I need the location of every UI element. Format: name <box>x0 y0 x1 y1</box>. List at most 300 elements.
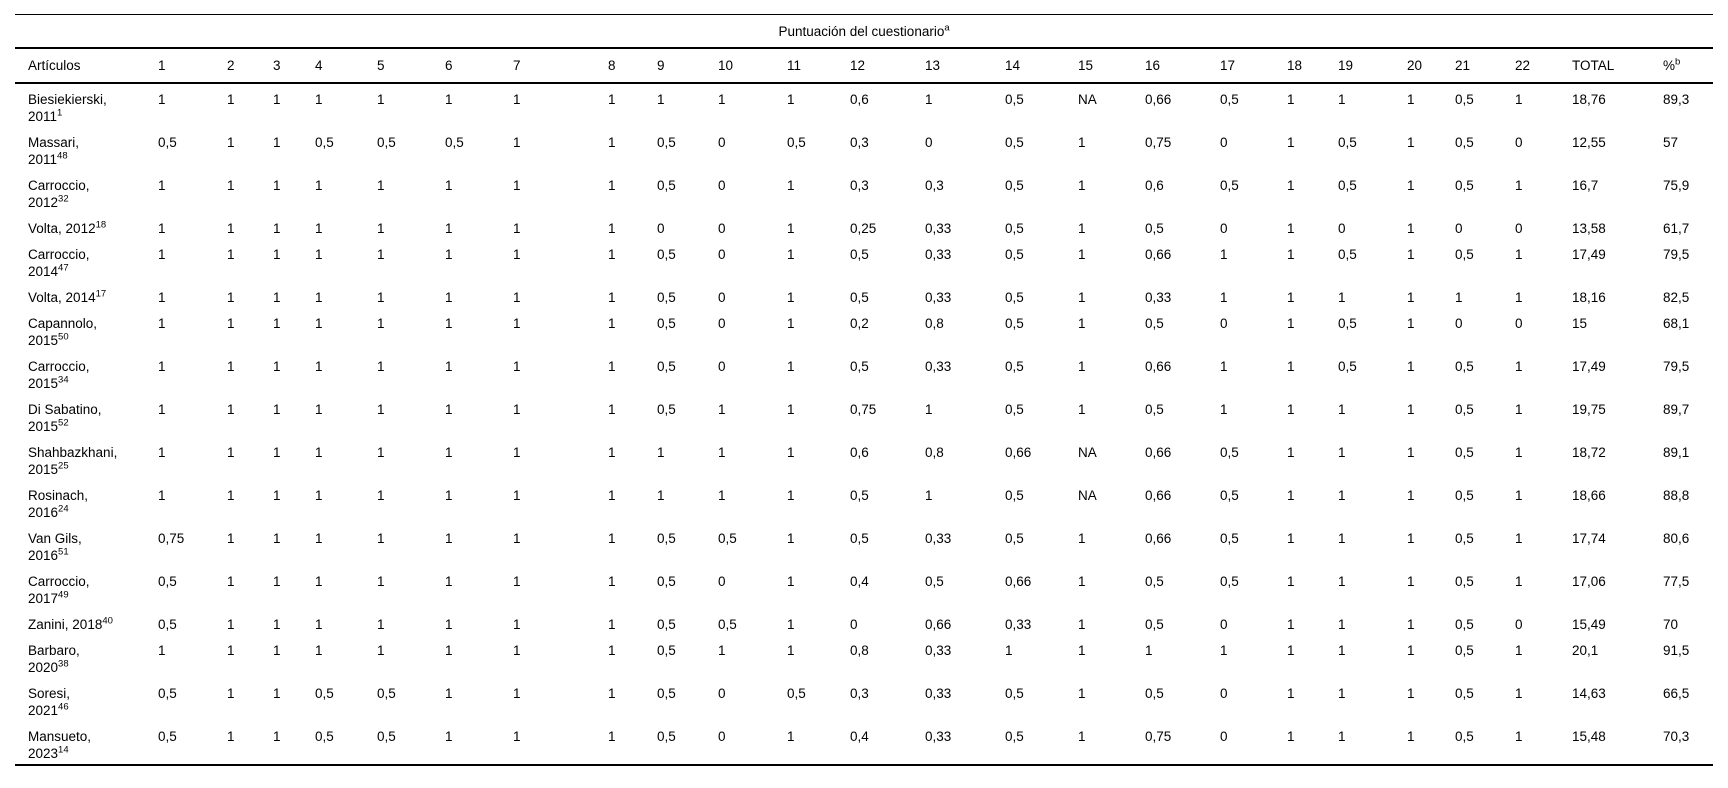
score-cell-item-16: 0,5 <box>1145 316 1164 331</box>
score-cell-item-15: 1 <box>1078 643 1086 658</box>
score-cell-item-20: 1 <box>1407 178 1415 193</box>
score-cell-item-19: 1 <box>1338 92 1346 107</box>
score-cell-item-2: 1 <box>227 290 235 305</box>
study-author: Zanini, <box>28 617 69 632</box>
study-row <box>15 609 1713 635</box>
score-cell-item-2: 1 <box>227 488 235 503</box>
percent-cell: 70,3 <box>1663 729 1690 744</box>
score-cell-item-21: 0,5 <box>1455 92 1474 107</box>
column-header-item-5: 5 <box>377 48 445 83</box>
score-cell-item-9: 0,5 <box>657 135 676 150</box>
study-citation <box>15 609 158 635</box>
score-cell-item-10: 0 <box>718 290 726 305</box>
score-cell-item-9: 0,5 <box>657 686 676 701</box>
column-header-item-6: 6 <box>445 48 513 83</box>
score-cell-item-10: 0 <box>718 729 726 744</box>
score-cell-item-21: 0 <box>1455 221 1463 236</box>
score-cell-item-14: 0,66 <box>1005 445 1032 460</box>
study-author: Van Gils, <box>28 531 82 546</box>
score-cell-item-12: 0,8 <box>850 643 869 658</box>
score-cell-item-3: 1 <box>273 92 281 107</box>
score-cell-item-9: 0,5 <box>657 402 676 417</box>
score-cell-item-16: 0,5 <box>1145 686 1164 701</box>
score-cell-item-7: 1 <box>513 247 521 262</box>
score-cell-item-1: 1 <box>158 445 166 460</box>
score-cell-item-19: 0,5 <box>1338 178 1357 193</box>
column-header-percent <box>1663 48 1713 83</box>
score-cell-item-8: 1 <box>608 290 616 305</box>
study-author: Carroccio, <box>28 359 90 374</box>
score-cell-item-17: 1 <box>1220 290 1228 305</box>
percent-cell: 88,8 <box>1663 488 1690 503</box>
score-cell-item-6: 0,5 <box>445 135 464 150</box>
total-cell: 18,16 <box>1572 290 1606 305</box>
score-cell-item-15: 1 <box>1078 316 1086 331</box>
score-cell-item-21: 0,5 <box>1455 574 1474 589</box>
study-citation <box>15 480 158 523</box>
score-cell-item-11: 0,5 <box>787 135 806 150</box>
score-cell-item-11: 1 <box>787 531 795 546</box>
score-cell-item-21: 0,5 <box>1455 402 1474 417</box>
study-year: 2012 <box>28 195 59 210</box>
score-cell-item-14: 0,5 <box>1005 247 1024 262</box>
score-cell-item-20: 1 <box>1407 92 1415 107</box>
score-cell-item-9: 1 <box>657 488 665 503</box>
column-header-item-9: 9 <box>657 48 718 83</box>
score-cell-item-4: 1 <box>315 359 323 374</box>
score-cell-item-9: 0,5 <box>657 178 676 193</box>
score-cell-item-4: 0,5 <box>315 729 334 744</box>
study-year: 2016 <box>28 505 59 520</box>
study-row <box>15 351 1713 394</box>
score-cell-item-21: 0,5 <box>1455 445 1474 460</box>
percent-cell: 68,1 <box>1663 316 1690 331</box>
score-cell-item-14: 0,5 <box>1005 359 1024 374</box>
study-citation <box>15 523 158 566</box>
score-cell-item-6: 1 <box>445 359 453 374</box>
score-cell-item-8: 1 <box>608 359 616 374</box>
reference-number: 25 <box>58 460 69 472</box>
score-cell-item-22: 0 <box>1515 316 1523 331</box>
score-cell-item-19: 0,5 <box>1338 247 1357 262</box>
score-cell-item-17: 1 <box>1220 643 1228 658</box>
score-cell-item-7: 1 <box>513 402 521 417</box>
study-year: 2012 <box>65 221 96 236</box>
score-cell-item-14: 0,33 <box>1005 617 1032 632</box>
score-cell-item-12: 0,4 <box>850 574 869 589</box>
column-header-item-20: 20 <box>1407 48 1455 83</box>
score-cell-item-19: 1 <box>1338 531 1346 546</box>
column-header-item-1: 1 <box>158 48 227 83</box>
study-author: Soresi, <box>28 686 71 701</box>
score-cell-item-3: 1 <box>273 359 281 374</box>
score-cell-item-8: 1 <box>608 574 616 589</box>
score-cell-item-17: 0,5 <box>1220 531 1239 546</box>
score-cell-item-19: 1 <box>1338 574 1346 589</box>
score-cell-item-9: 0,5 <box>657 617 676 632</box>
study-author: Mansueto, <box>28 729 92 744</box>
score-cell-item-10: 0,5 <box>718 531 737 546</box>
study-citation <box>15 127 158 170</box>
study-citation <box>15 351 158 394</box>
score-cell-item-22: 1 <box>1515 574 1523 589</box>
score-cell-item-2: 1 <box>227 686 235 701</box>
percent-cell: 82,5 <box>1663 290 1690 305</box>
score-cell-item-3: 1 <box>273 686 281 701</box>
score-cell-item-12: 0 <box>850 617 858 632</box>
study-citation <box>15 678 158 721</box>
score-cell-item-18: 1 <box>1287 178 1295 193</box>
score-cell-item-9: 0,5 <box>657 359 676 374</box>
study-citation <box>15 635 158 678</box>
score-cell-item-3: 1 <box>273 247 281 262</box>
score-cell-item-3: 1 <box>273 445 281 460</box>
score-cell-item-5: 0,5 <box>377 135 396 150</box>
percent-cell: 61,7 <box>1663 221 1690 236</box>
score-cell-item-18: 1 <box>1287 729 1295 744</box>
reference-number: 49 <box>58 589 69 601</box>
study-citation <box>15 721 158 765</box>
score-cell-item-22: 1 <box>1515 445 1523 460</box>
score-cell-item-16: 0,75 <box>1145 729 1172 744</box>
score-cell-item-15: 1 <box>1078 686 1086 701</box>
score-cell-item-21: 1 <box>1455 290 1463 305</box>
score-cell-item-10: 1 <box>718 402 726 417</box>
score-cell-item-22: 1 <box>1515 359 1523 374</box>
score-cell-item-18: 1 <box>1287 135 1295 150</box>
score-cell-item-6: 1 <box>445 92 453 107</box>
study-row <box>15 308 1713 351</box>
score-cell-item-19: 1 <box>1338 290 1346 305</box>
score-cell-item-9: 0,5 <box>657 531 676 546</box>
score-cell-item-17: 1 <box>1220 402 1228 417</box>
score-cell-item-5: 1 <box>377 574 385 589</box>
reference-number: 38 <box>58 658 69 670</box>
column-header-item-2: 2 <box>227 48 273 83</box>
score-cell-item-6: 1 <box>445 445 453 460</box>
score-cell-item-8: 1 <box>608 617 616 632</box>
table-title-row <box>15 15 1713 49</box>
score-cell-item-12: 0,3 <box>850 135 869 150</box>
score-cell-item-12: 0,5 <box>850 488 869 503</box>
score-cell-item-12: 0,3 <box>850 686 869 701</box>
score-cell-item-17: 0,5 <box>1220 574 1239 589</box>
score-cell-item-9: 1 <box>657 92 665 107</box>
total-cell: 17,06 <box>1572 574 1606 589</box>
score-cell-item-10: 0 <box>718 574 726 589</box>
score-cell-item-10: 0 <box>718 178 726 193</box>
score-cell-item-11: 1 <box>787 247 795 262</box>
score-cell-item-17: 0 <box>1220 316 1228 331</box>
score-cell-item-6: 1 <box>445 247 453 262</box>
percent-cell: 91,5 <box>1663 643 1690 658</box>
score-cell-item-5: 1 <box>377 92 385 107</box>
score-cell-item-1: 1 <box>158 290 166 305</box>
score-cell-item-7: 1 <box>513 316 521 331</box>
score-cell-item-13: 1 <box>925 488 933 503</box>
score-cell-item-5: 1 <box>377 617 385 632</box>
score-cell-item-21: 0,5 <box>1455 643 1474 658</box>
study-row <box>15 523 1713 566</box>
score-cell-item-15: 1 <box>1078 247 1086 262</box>
score-cell-item-19: 0 <box>1338 221 1346 236</box>
total-cell: 12,55 <box>1572 135 1606 150</box>
score-cell-item-21: 0,5 <box>1455 488 1474 503</box>
column-header-articles: Artículos <box>15 48 158 83</box>
score-cell-item-11: 1 <box>787 402 795 417</box>
score-cell-item-1: 1 <box>158 178 166 193</box>
score-cell-item-8: 1 <box>608 531 616 546</box>
score-cell-item-12: 0,5 <box>850 531 869 546</box>
score-cell-item-11: 1 <box>787 488 795 503</box>
score-cell-item-10: 1 <box>718 445 726 460</box>
study-row <box>15 282 1713 308</box>
reference-number: 48 <box>57 150 68 162</box>
score-cell-item-1: 0,75 <box>158 531 185 546</box>
score-cell-item-15: 1 <box>1078 402 1086 417</box>
score-cell-item-22: 1 <box>1515 178 1523 193</box>
score-cell-item-13: 0,5 <box>925 574 944 589</box>
score-cell-item-13: 0,33 <box>925 247 952 262</box>
score-cell-item-4: 1 <box>315 402 323 417</box>
score-cell-item-7: 1 <box>513 643 521 658</box>
percent-cell: 79,5 <box>1663 359 1690 374</box>
column-header-item-11: 11 <box>787 48 850 83</box>
score-cell-item-8: 1 <box>608 247 616 262</box>
score-cell-item-7: 1 <box>513 92 521 107</box>
score-cell-item-17: 0,5 <box>1220 488 1239 503</box>
study-row <box>15 678 1713 721</box>
score-cell-item-12: 0,5 <box>850 247 869 262</box>
score-cell-item-5: 1 <box>377 247 385 262</box>
score-cell-item-6: 1 <box>445 178 453 193</box>
score-cell-item-4: 1 <box>315 488 323 503</box>
score-cell-item-6: 1 <box>445 531 453 546</box>
score-cell-item-9: 0,5 <box>657 316 676 331</box>
score-cell-item-8: 1 <box>608 488 616 503</box>
score-cell-item-14: 1 <box>1005 643 1013 658</box>
score-cell-item-7: 1 <box>513 135 521 150</box>
reference-number: 18 <box>95 219 107 231</box>
reference-number: 51 <box>58 546 69 558</box>
score-cell-item-4: 1 <box>315 316 323 331</box>
score-cell-item-19: 1 <box>1338 643 1346 658</box>
score-cell-item-1: 0,5 <box>158 574 177 589</box>
score-cell-item-14: 0,5 <box>1005 729 1024 744</box>
column-header-item-22: 22 <box>1515 48 1572 83</box>
score-cell-item-22: 0 <box>1515 135 1523 150</box>
score-cell-item-22: 0 <box>1515 617 1523 632</box>
score-cell-item-20: 1 <box>1407 729 1415 744</box>
score-cell-item-4: 1 <box>315 247 323 262</box>
score-cell-item-16: 0,33 <box>1145 290 1172 305</box>
study-citation <box>15 282 158 308</box>
study-author: Capannolo, <box>28 316 98 331</box>
column-header-item-19: 19 <box>1338 48 1407 83</box>
percent-cell: 79,5 <box>1663 247 1690 262</box>
score-cell-item-8: 1 <box>608 643 616 658</box>
score-cell-item-10: 0 <box>718 686 726 701</box>
score-cell-item-4: 1 <box>315 178 323 193</box>
study-citation <box>15 213 158 239</box>
score-cell-item-19: 1 <box>1338 488 1346 503</box>
score-cell-item-5: 1 <box>377 359 385 374</box>
reference-number: 24 <box>58 503 69 515</box>
score-cell-item-1: 0,5 <box>158 617 177 632</box>
score-cell-item-17: 0 <box>1220 617 1228 632</box>
score-cell-item-2: 1 <box>227 729 235 744</box>
study-row <box>15 721 1713 765</box>
score-cell-item-20: 1 <box>1407 402 1415 417</box>
score-cell-item-13: 0,33 <box>925 729 952 744</box>
score-cell-item-18: 1 <box>1287 643 1295 658</box>
score-cell-item-4: 1 <box>315 92 323 107</box>
column-header-total: TOTAL <box>1572 48 1663 83</box>
score-cell-item-14: 0,5 <box>1005 221 1024 236</box>
score-cell-item-4: 1 <box>315 445 323 460</box>
score-cell-item-8: 1 <box>608 729 616 744</box>
study-row <box>15 566 1713 609</box>
score-cell-item-22: 1 <box>1515 531 1523 546</box>
score-cell-item-1: 0,5 <box>158 686 177 701</box>
score-cell-item-17: 1 <box>1220 359 1228 374</box>
score-cell-item-8: 1 <box>608 316 616 331</box>
score-cell-item-14: 0,5 <box>1005 402 1024 417</box>
score-cell-item-7: 1 <box>513 574 521 589</box>
score-cell-item-7: 1 <box>513 221 521 236</box>
score-cell-item-13: 0,8 <box>925 445 944 460</box>
score-cell-item-17: 1 <box>1220 247 1228 262</box>
score-cell-item-16: 0,66 <box>1145 92 1172 107</box>
score-cell-item-21: 0,5 <box>1455 617 1474 632</box>
study-author: Massari, <box>28 135 80 150</box>
score-cell-item-1: 1 <box>158 316 166 331</box>
study-author: Carroccio, <box>28 247 90 262</box>
score-cell-item-3: 1 <box>273 135 281 150</box>
study-year: 2011 <box>28 109 58 124</box>
score-cell-item-2: 1 <box>227 643 235 658</box>
study-row <box>15 239 1713 282</box>
score-cell-item-20: 1 <box>1407 316 1415 331</box>
score-cell-item-13: 0,8 <box>925 316 944 331</box>
score-cell-item-14: 0,66 <box>1005 574 1032 589</box>
score-cell-item-11: 1 <box>787 643 795 658</box>
score-cell-item-18: 1 <box>1287 359 1295 374</box>
score-cell-item-6: 1 <box>445 617 453 632</box>
total-cell: 18,76 <box>1572 92 1606 107</box>
score-cell-item-18: 1 <box>1287 290 1295 305</box>
study-citation <box>15 83 158 127</box>
score-cell-item-18: 1 <box>1287 402 1295 417</box>
score-cell-item-22: 1 <box>1515 643 1523 658</box>
score-cell-item-6: 1 <box>445 574 453 589</box>
reference-number: 52 <box>58 417 69 429</box>
score-cell-item-5: 1 <box>377 290 385 305</box>
score-cell-item-20: 1 <box>1407 135 1415 150</box>
column-header-item-3: 3 <box>273 48 315 83</box>
percent-cell: 66,5 <box>1663 686 1690 701</box>
study-row <box>15 213 1713 239</box>
total-cell: 15,49 <box>1572 617 1606 632</box>
score-cell-item-14: 0,5 <box>1005 488 1024 503</box>
score-cell-item-8: 1 <box>608 135 616 150</box>
score-cell-item-18: 1 <box>1287 92 1295 107</box>
column-header-item-8: 8 <box>608 48 657 83</box>
score-cell-item-2: 1 <box>227 574 235 589</box>
score-cell-item-10: 1 <box>718 92 726 107</box>
score-cell-item-4: 0,5 <box>315 135 334 150</box>
score-cell-item-7: 1 <box>513 488 521 503</box>
score-cell-item-2: 1 <box>227 247 235 262</box>
score-cell-item-9: 0,5 <box>657 290 676 305</box>
score-cell-item-10: 0 <box>718 247 726 262</box>
score-cell-item-13: 0,3 <box>925 178 944 193</box>
score-cell-item-11: 0,5 <box>787 686 806 701</box>
reference-number: 14 <box>58 744 69 756</box>
study-year: 2015 <box>28 333 59 348</box>
score-cell-item-4: 1 <box>315 531 323 546</box>
score-cell-item-12: 0,2 <box>850 316 869 331</box>
score-cell-item-2: 1 <box>227 316 235 331</box>
score-cell-item-11: 1 <box>787 221 795 236</box>
score-cell-item-18: 1 <box>1287 316 1295 331</box>
score-cell-item-19: 0,5 <box>1338 359 1357 374</box>
score-cell-item-21: 0,5 <box>1455 135 1474 150</box>
study-citation <box>15 566 158 609</box>
study-citation <box>15 308 158 351</box>
reference-number: 40 <box>102 615 113 627</box>
score-cell-item-6: 1 <box>445 402 453 417</box>
percent-cell: 80,6 <box>1663 531 1690 546</box>
score-cell-item-12: 0,6 <box>850 445 869 460</box>
score-cell-item-3: 1 <box>273 643 281 658</box>
study-year: 2015 <box>28 376 59 391</box>
score-cell-item-11: 1 <box>787 178 795 193</box>
reference-number: 1 <box>57 107 63 119</box>
score-cell-item-3: 1 <box>273 402 281 417</box>
column-header-item-16: 16 <box>1145 48 1220 83</box>
score-cell-item-18: 1 <box>1287 617 1295 632</box>
score-cell-item-16: 0,66 <box>1145 247 1172 262</box>
score-cell-item-22: 1 <box>1515 290 1523 305</box>
total-cell: 15 <box>1572 316 1588 331</box>
score-cell-item-17: 0 <box>1220 135 1228 150</box>
score-cell-item-2: 1 <box>227 92 235 107</box>
score-cell-item-16: 1 <box>1145 643 1153 658</box>
total-cell: 20,1 <box>1572 643 1599 658</box>
score-cell-item-14: 0,5 <box>1005 686 1024 701</box>
study-author: Barbaro, <box>28 643 80 658</box>
score-cell-item-6: 1 <box>445 221 453 236</box>
percent-footnote-marker: b <box>1675 56 1681 68</box>
reference-number: 34 <box>58 374 69 386</box>
column-header-item-18: 18 <box>1287 48 1338 83</box>
score-cell-item-16: 0,75 <box>1145 135 1172 150</box>
score-cell-item-7: 1 <box>513 729 521 744</box>
score-cell-item-11: 1 <box>787 316 795 331</box>
score-cell-item-22: 1 <box>1515 488 1523 503</box>
score-cell-item-11: 1 <box>787 92 795 107</box>
score-cell-item-10: 1 <box>718 488 726 503</box>
score-cell-item-22: 1 <box>1515 402 1523 417</box>
table-title-footnote-marker: a <box>944 22 950 33</box>
score-cell-item-20: 1 <box>1407 247 1415 262</box>
score-cell-item-13: 0,33 <box>925 290 952 305</box>
score-cell-item-22: 1 <box>1515 729 1523 744</box>
score-cell-item-16: 0,66 <box>1145 445 1172 460</box>
score-cell-item-8: 1 <box>608 686 616 701</box>
score-cell-item-8: 1 <box>608 402 616 417</box>
